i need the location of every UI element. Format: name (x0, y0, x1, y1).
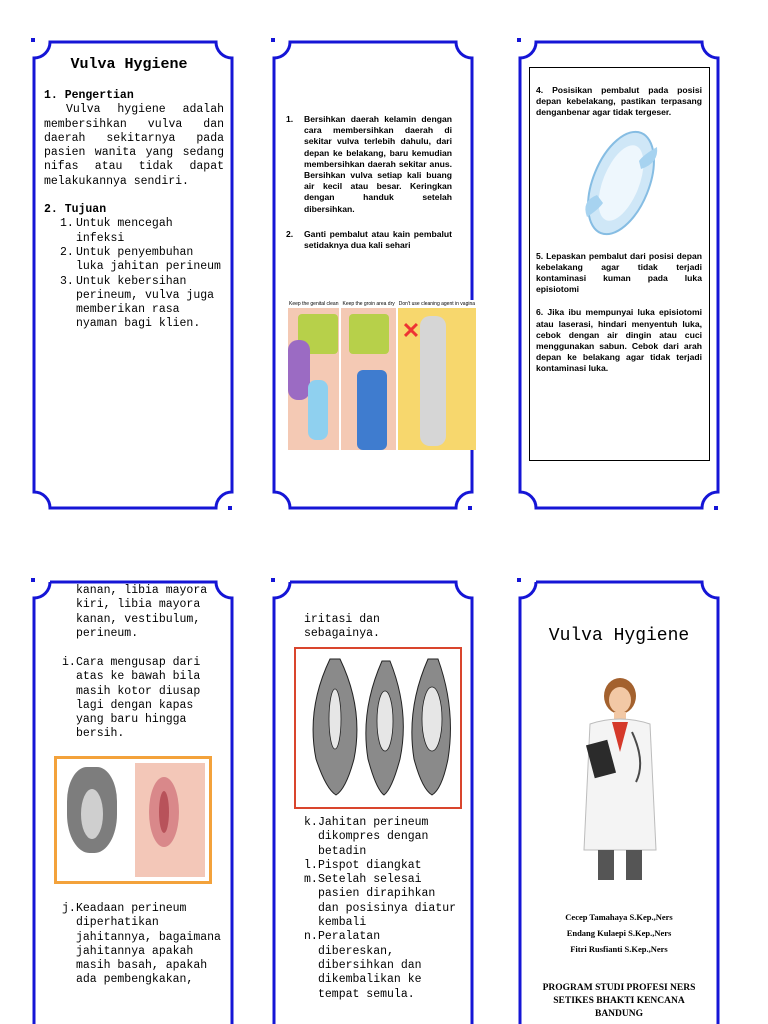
prohibited-icon: ✕ (401, 318, 421, 343)
step-item: 1. Bersihkan daerah kelamin dengan cara membersihkan daerah di sekitar vulva terlebih dahulu, dari depan ke belakang, baru kemudian membersihkan daerah sekitar anus. Bersihkan vulva setiap kali buang air kecil atau besar. Keringkan dengan handuk setelah dibersihkan. (286, 114, 452, 214)
panel-pengertian (30, 38, 236, 512)
illustration-caption: Keep the groin area dry (342, 301, 395, 307)
list-item: j. Keadaan perineum diperhatikan jahitannya, bagaimana jahitannya apakah masih basah, apakah ada pembengkakan, (62, 902, 221, 987)
corner-mark (468, 506, 472, 510)
panel-steps-1-2 (270, 38, 476, 512)
list-item: 3. Untuk kebersihan perineum, vulva juga memberikan rasa nyaman bagi klien. (60, 274, 215, 331)
corner-mark (271, 578, 275, 582)
cover-title: Vulva Hygiene (548, 626, 690, 646)
illustration-caption: Don't use cleaning agent in vagina (398, 301, 476, 307)
list-item: m. Setelah selesai pasien dirapihkan dan posisinya diatur kembali (304, 873, 457, 930)
corner-mark (517, 578, 521, 582)
perineum-anatomy-image (54, 756, 212, 884)
continued-text: kanan, libia mayora kiri, libia mayora kanan, vestibulum, perineum. (76, 584, 208, 640)
vulva-sketch-image (294, 647, 462, 809)
continued-text: iritasi dan sebagainya. (304, 613, 380, 641)
corner-mark (31, 38, 35, 42)
list-item: k. Jahitan perineum dikompres dengan betadin (304, 816, 429, 858)
sanitary-pad-image (569, 125, 669, 243)
author-list (516, 909, 722, 957)
author-name: Endang Kulaepi S.Kep.,Ners (566, 928, 672, 938)
procedure-list (304, 816, 460, 1002)
list-item: 2. Untuk penyembuhan luka jahitan perineum (60, 245, 221, 274)
hygiene-illustration (288, 300, 476, 450)
list-item: n. Peralatan dibereskan, dibersihkan dan dikembalikan ke tempat semula. (304, 930, 422, 1001)
list-item: i. Cara mengusap dari atas ke bawah bila masih kotor diusap lagi dengan kapas yang baru hingga bersih. (62, 656, 201, 741)
panel-title: Vulva Hygiene (70, 56, 188, 73)
corner-mark (517, 38, 521, 42)
author-name: Cecep Tamahaya S.Kep.,Ners (565, 912, 673, 922)
panel-cover (516, 578, 722, 1024)
section-heading: 2. Tujuan (44, 203, 107, 217)
panel-steps-4-6 (516, 38, 722, 512)
list-item: l. Pispot diangkat (304, 858, 422, 872)
illustration-caption: Keep the genital clean (289, 301, 339, 307)
author-name: Fitri Rusfianti S.Kep.,Ners (570, 944, 668, 954)
corner-mark (271, 38, 275, 42)
corner-mark (228, 506, 232, 510)
corner-mark (31, 578, 35, 582)
panel-procedure-kn (270, 578, 476, 1024)
step-6-text: 6. Jika ibu mempunyai luka episiotomi atau laserasi, hindari menyentuh luka, cebok dengan air dingin atau cuci menggunakan sabun. Cebok dari arah depan ke belakang agar tidak terjadi kontaminasi luka. (536, 307, 702, 374)
list-item: 1. Untuk mencegah infeksi (60, 217, 173, 245)
illustration-panel-dry (341, 300, 395, 450)
definition-text: Vulva hygiene adalah membersihkan vulva dan daerah sekitarnya pada pasien wanita yang sedang nifas atau tidak dapat melakukannya sendiri. (44, 103, 224, 188)
illustration-panel-no-agent (398, 300, 476, 450)
goals-list (44, 217, 224, 331)
doctor-illustration (562, 672, 682, 892)
illustration-panel-clean (288, 300, 339, 450)
step-4-text: 4. Posisikan pembalut pada posisi depan kebelakang, pastikan terpasang denganbenar agar tidak tergeser. (536, 85, 702, 118)
step-item: 2. Ganti pembalut atau kain pembalut setidaknya dua kali sehari (286, 228, 452, 251)
institution: PROGRAM STUDI PROFESI NERS SETIKES BHAKTI KENCANA BANDUNG (542, 983, 696, 1019)
vulva-sketch (296, 649, 460, 807)
section-heading: 1. Pengertian (44, 89, 134, 102)
corner-mark (714, 506, 718, 510)
step-5-text: 5. Lepaskan pembalut dari posisi depan kebelakang agar tidak terjadi kontaminasi kuman pada luka episiotomi (536, 250, 702, 295)
panel-procedure-ij (30, 578, 236, 1024)
